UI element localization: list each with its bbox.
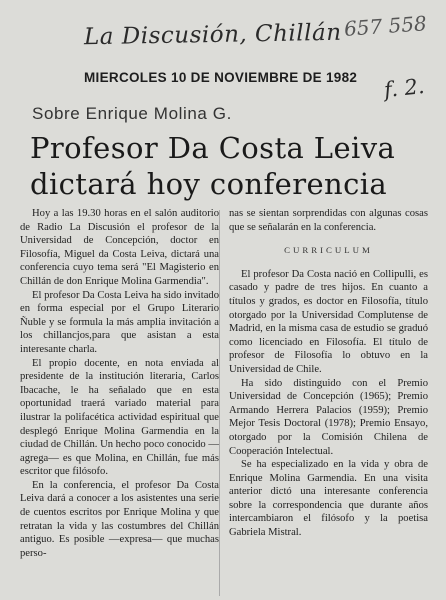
curriculum-heading: CURRICULUM [284, 245, 373, 256]
article-column-left [20, 207, 219, 597]
handwritten-catalog-code: 657 558 [343, 11, 428, 41]
article-body [20, 207, 428, 597]
dateline: MIERCOLES 10 DE NOVIEMBRE DE 1982 [84, 70, 358, 85]
kicker: Sobre Enrique Molina G. [32, 104, 232, 123]
handwritten-source-note: La Discusión, Chillán [83, 19, 342, 51]
curriculum-paragraph: Se ha especializado en la vida y obra de Enrique Molina Garmendia. En una visita anterior dictó una interesante conferencia sobre la correspondencia que durante años intercambiaron el filósofo y la poetisa Gabriela Mistral. [229, 459, 428, 539]
headline-line-2: dictará hoy conferencia [30, 167, 388, 201]
article-paragraph-continued: nas se sientan sorprendidas con algunas cosas que se señalarán en la conferencia. [229, 208, 428, 233]
article-paragraph: El propio docente, en nota enviada al presidente de la institución literaria, Carlos Ibacache, le ha señalado que en esta oportunidad traerá variado material para ilustrar la polifacética actividad espiritual que desplegó Enrique Molina Garmendia en la ciudad de Chillán. Un hecho poco conocido —agrega— es que Molina, en Chillán, fue más escritor que filósofo. [20, 357, 219, 478]
article-column-right [229, 207, 428, 597]
headline-line-1: Profesor Da Costa Leiva [30, 131, 396, 165]
article-paragraph: En la conferencia, el profesor Da Costa Leiva dará a conocer a los asistentes una serie de cuentos escritos por Enrique Molina y que retratan la vida y las costumbres del Chillán antiguo. Es posible —expresa— que muchas perso- [20, 479, 219, 559]
headline [30, 130, 395, 202]
handwritten-page-note: f. 2. [382, 73, 426, 103]
curriculum-paragraph: Ha sido distinguido con el Premio Universidad de Concepción (1965); Premio Armando Herrera Palacios (1959); Premio Mejor Tesis Doctoral (1978); Premio Ensayo, otorgado por la Comisión Chilena de Cooperación Intelectual. [229, 377, 428, 457]
article-paragraph: Hoy a las 19.30 horas en el salón auditorio de Radio La Discusión el profesor de la Universidad de Concepción, doctor en Filosofía, Miguel da Costa Leiva, dictará una conferencia cuyo tema será "El Magisterio en Chillán de don Enrique Molina Garmendia". [20, 208, 219, 287]
curriculum-paragraph: El profesor Da Costa nació en Collipulli, es casado y padre de tres hijos. En cuanto a títulos y grados, es doctor en Filosofía, título otorgado por la Universidad Complutense de Madrid, en la misma casa de estudio se graduó como licenciado en Filosofía. El título de profesor de Filosofía lo obtuvo en la Universidad de Chile. [229, 268, 428, 375]
article-paragraph: El profesor Da Costa Leiva ha sido invitado en forma especial por el Grupo Literario Ñuble y se formula la más amplia invitación a los chillancjos,para que asistan a esta interesante charla. [20, 289, 219, 355]
